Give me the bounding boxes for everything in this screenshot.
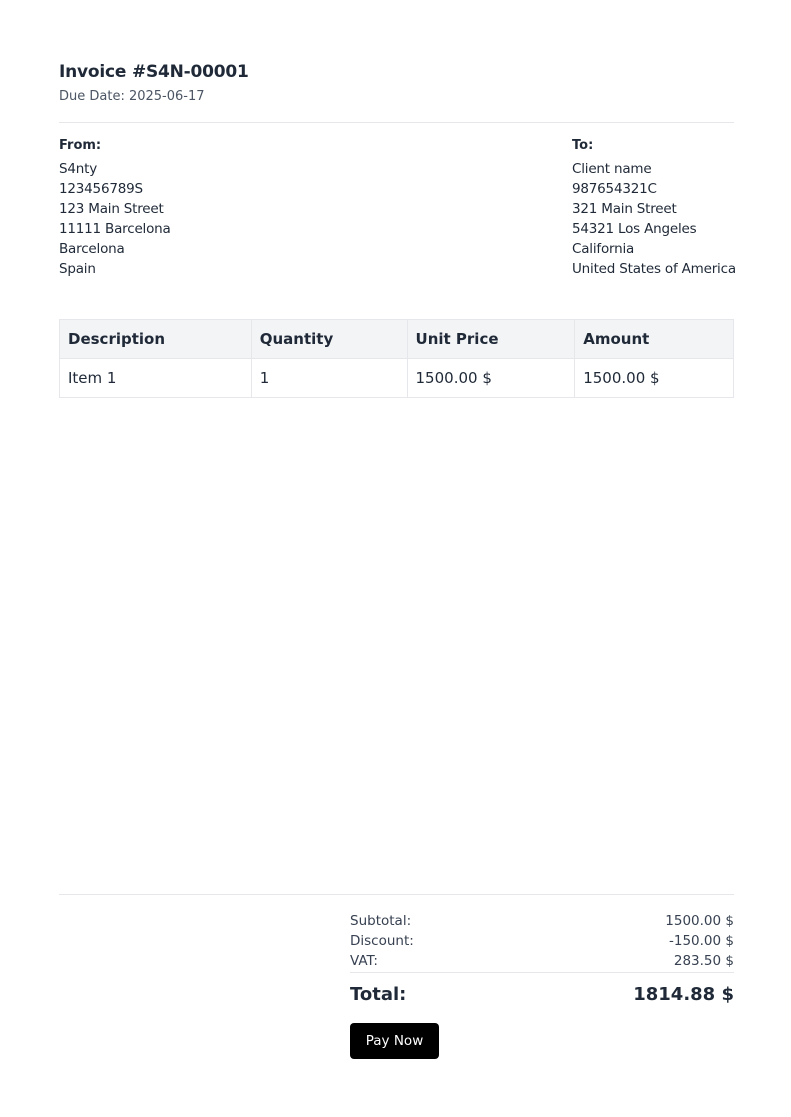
from-country: Spain: [59, 261, 96, 277]
vat-label: VAT:: [350, 953, 378, 969]
subtotal-row: [350, 911, 734, 931]
totals-divider: [59, 894, 734, 895]
subtotal-value: 1500.00 $: [665, 913, 734, 929]
subtotal-label: Subtotal:: [350, 913, 412, 929]
to-tax-id: 987654321C: [572, 181, 657, 197]
from-street: 123 Main Street: [59, 201, 164, 217]
column-header-description: Description: [60, 320, 252, 359]
column-header-amount: Amount: [575, 320, 734, 359]
column-header-quantity: Quantity: [251, 320, 407, 359]
discount-label: Discount:: [350, 933, 414, 949]
from-postal-city: 11111 Barcelona: [59, 221, 171, 237]
item-amount: 1500.00 $: [575, 359, 734, 398]
to-postal-city: 54321 Los Angeles: [572, 221, 697, 237]
header-divider: [59, 122, 734, 123]
total-label: Total:: [350, 984, 407, 1005]
total-row: [350, 983, 734, 1007]
totals-summary: [350, 911, 734, 1007]
item-description: Item 1: [60, 359, 252, 398]
pay-now-button[interactable]: Pay Now: [350, 1023, 439, 1059]
to-street: 321 Main Street: [572, 201, 677, 217]
items-table: [59, 319, 734, 398]
invoice-header: [59, 61, 249, 105]
invoice-title: Invoice #S4N-00001: [59, 62, 249, 82]
total-value: 1814.88 $: [633, 984, 734, 1005]
due-date: Due Date: 2025-06-17: [59, 89, 205, 104]
from-name: S4nty: [59, 161, 97, 177]
item-quantity: 1: [251, 359, 407, 398]
discount-value: -150.00 $: [669, 933, 734, 949]
to-address: [572, 136, 742, 279]
from-address: [59, 136, 171, 279]
to-heading: To:: [572, 138, 594, 153]
to-region: California: [572, 241, 635, 257]
discount-row: [350, 931, 734, 951]
to-name: Client name: [572, 161, 652, 177]
from-region: Barcelona: [59, 241, 125, 257]
totals-separator: [350, 972, 734, 973]
column-header-unit-price: Unit Price: [407, 320, 575, 359]
table-row: [60, 359, 734, 398]
vat-value: 283.50 $: [673, 953, 734, 969]
table-header-row: [60, 320, 734, 359]
to-country: United States of America: [572, 261, 736, 277]
from-tax-id: 123456789S: [59, 181, 143, 197]
item-unit-price: 1500.00 $: [407, 359, 575, 398]
vat-row: [350, 951, 734, 971]
from-heading: From:: [59, 138, 102, 153]
